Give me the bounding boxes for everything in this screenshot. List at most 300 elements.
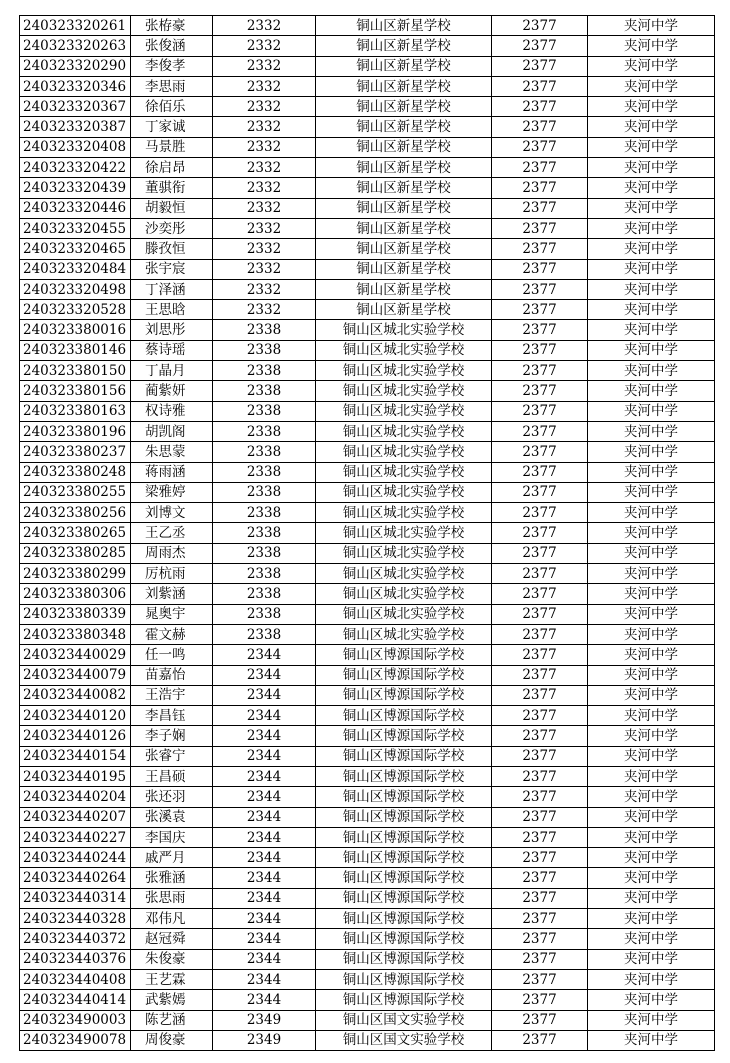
target-code-cell: 2377 [492, 421, 588, 441]
student-name-cell: 胡毅恒 [131, 198, 213, 218]
school-name-cell: 铜山区城北实验学校 [316, 523, 492, 543]
exam-id-cell: 240323440244 [20, 848, 131, 868]
table-row [20, 827, 715, 847]
target-school-cell: 夹河中学 [588, 158, 715, 178]
school-code-cell: 2338 [213, 421, 316, 441]
school-code-cell: 2344 [213, 706, 316, 726]
school-code-cell: 2344 [213, 929, 316, 949]
school-code-cell: 2332 [213, 36, 316, 56]
target-code-cell: 2377 [492, 503, 588, 523]
target-code-cell: 2377 [492, 807, 588, 827]
target-code-cell: 2377 [492, 76, 588, 96]
school-name-cell: 铜山区新星学校 [316, 239, 492, 259]
exam-id-cell: 240323380248 [20, 462, 131, 482]
target-school-cell: 夹河中学 [588, 969, 715, 989]
exam-id-cell: 240323320498 [20, 279, 131, 299]
target-school-cell: 夹河中学 [588, 909, 715, 929]
school-name-cell: 铜山区新星学校 [316, 76, 492, 96]
student-name-cell: 李俊孝 [131, 56, 213, 76]
table-row [20, 218, 715, 238]
school-name-cell: 铜山区新星学校 [316, 198, 492, 218]
target-school-cell: 夹河中学 [588, 259, 715, 279]
target-school-cell: 夹河中学 [588, 888, 715, 908]
school-name-cell: 铜山区博源国际学校 [316, 909, 492, 929]
target-code-cell: 2377 [492, 340, 588, 360]
student-name-cell: 王浩宇 [131, 685, 213, 705]
exam-id-cell: 240323380348 [20, 624, 131, 644]
table-row [20, 888, 715, 908]
exam-id-cell: 240323440079 [20, 665, 131, 685]
school-code-cell: 2338 [213, 564, 316, 584]
school-name-cell: 铜山区城北实验学校 [316, 584, 492, 604]
student-name-cell: 蔺紫妍 [131, 381, 213, 401]
table-row [20, 259, 715, 279]
student-name-cell: 沙奕彤 [131, 218, 213, 238]
school-name-cell: 铜山区城北实验学校 [316, 320, 492, 340]
table-row [20, 665, 715, 685]
table-row [20, 482, 715, 502]
school-name-cell: 铜山区博源国际学校 [316, 665, 492, 685]
exam-id-cell: 240323320346 [20, 76, 131, 96]
target-code-cell: 2377 [492, 97, 588, 117]
target-school-cell: 夹河中学 [588, 990, 715, 1010]
school-name-cell: 铜山区城北实验学校 [316, 482, 492, 502]
table-row [20, 1030, 715, 1050]
target-school-cell: 夹河中学 [588, 482, 715, 502]
student-name-cell: 王乙丞 [131, 523, 213, 543]
target-school-cell: 夹河中学 [588, 787, 715, 807]
student-name-cell: 陈艺涵 [131, 1010, 213, 1030]
exam-id-cell: 240323380016 [20, 320, 131, 340]
target-code-cell: 2377 [492, 279, 588, 299]
student-name-cell: 张溪袁 [131, 807, 213, 827]
school-code-cell: 2349 [213, 1030, 316, 1050]
table-row [20, 97, 715, 117]
exam-id-cell: 240323440227 [20, 827, 131, 847]
table-row [20, 564, 715, 584]
student-name-cell: 丁晶月 [131, 361, 213, 381]
exam-id-cell: 240323440195 [20, 766, 131, 786]
target-code-cell: 2377 [492, 523, 588, 543]
exam-id-cell: 240323380150 [20, 361, 131, 381]
school-code-cell: 2332 [213, 239, 316, 259]
target-school-cell: 夹河中学 [588, 218, 715, 238]
school-code-cell: 2344 [213, 990, 316, 1010]
student-name-cell: 权诗雅 [131, 401, 213, 421]
student-name-cell: 张俊涵 [131, 36, 213, 56]
student-name-cell: 苗嘉怡 [131, 665, 213, 685]
exam-id-cell: 240323440082 [20, 685, 131, 705]
exam-id-cell: 240323440408 [20, 969, 131, 989]
exam-id-cell: 240323320290 [20, 56, 131, 76]
student-name-cell: 王思晗 [131, 300, 213, 320]
target-code-cell: 2377 [492, 178, 588, 198]
target-code-cell: 2377 [492, 1010, 588, 1030]
target-code-cell: 2377 [492, 300, 588, 320]
school-name-cell: 铜山区城北实验学校 [316, 543, 492, 563]
table-row [20, 340, 715, 360]
target-code-cell: 2377 [492, 16, 588, 36]
school-name-cell: 铜山区新星学校 [316, 16, 492, 36]
table-row [20, 624, 715, 644]
target-code-cell: 2377 [492, 462, 588, 482]
school-code-cell: 2338 [213, 462, 316, 482]
school-name-cell: 铜山区城北实验学校 [316, 381, 492, 401]
exam-id-cell: 240323490003 [20, 1010, 131, 1030]
exam-id-cell: 240323380285 [20, 543, 131, 563]
school-name-cell: 铜山区新星学校 [316, 36, 492, 56]
table-row [20, 990, 715, 1010]
target-code-cell: 2377 [492, 137, 588, 157]
school-code-cell: 2332 [213, 158, 316, 178]
target-code-cell: 2377 [492, 624, 588, 644]
exam-id-cell: 240323320408 [20, 137, 131, 157]
student-name-cell: 张思雨 [131, 888, 213, 908]
target-school-cell: 夹河中学 [588, 706, 715, 726]
target-school-cell: 夹河中学 [588, 645, 715, 665]
exam-id-cell: 240323490078 [20, 1030, 131, 1050]
target-school-cell: 夹河中学 [588, 1010, 715, 1030]
target-school-cell: 夹河中学 [588, 401, 715, 421]
table-row [20, 929, 715, 949]
school-code-cell: 2338 [213, 442, 316, 462]
target-code-cell: 2377 [492, 36, 588, 56]
target-school-cell: 夹河中学 [588, 584, 715, 604]
school-name-cell: 铜山区博源国际学校 [316, 645, 492, 665]
target-code-cell: 2377 [492, 969, 588, 989]
exam-id-cell: 240323320465 [20, 239, 131, 259]
target-school-cell: 夹河中学 [588, 198, 715, 218]
school-code-cell: 2338 [213, 361, 316, 381]
school-code-cell: 2344 [213, 645, 316, 665]
student-name-cell: 王昌硕 [131, 766, 213, 786]
table-body [20, 16, 715, 1051]
table-row [20, 401, 715, 421]
table-row [20, 381, 715, 401]
target-code-cell: 2377 [492, 198, 588, 218]
student-name-cell: 马景胜 [131, 137, 213, 157]
school-name-cell: 铜山区博源国际学校 [316, 929, 492, 949]
target-code-cell: 2377 [492, 827, 588, 847]
exam-id-cell: 240323320484 [20, 259, 131, 279]
target-code-cell: 2377 [492, 442, 588, 462]
student-name-cell: 张栫豪 [131, 16, 213, 36]
school-code-cell: 2332 [213, 198, 316, 218]
student-name-cell: 张睿宁 [131, 746, 213, 766]
school-code-cell: 2332 [213, 97, 316, 117]
target-school-cell: 夹河中学 [588, 16, 715, 36]
school-name-cell: 铜山区城北实验学校 [316, 340, 492, 360]
exam-id-cell: 240323440314 [20, 888, 131, 908]
school-name-cell: 铜山区新星学校 [316, 137, 492, 157]
student-name-cell: 朱思蒙 [131, 442, 213, 462]
school-name-cell: 铜山区城北实验学校 [316, 462, 492, 482]
target-school-cell: 夹河中学 [588, 929, 715, 949]
table-row [20, 807, 715, 827]
table-row [20, 442, 715, 462]
exam-id-cell: 240323440372 [20, 929, 131, 949]
school-code-cell: 2344 [213, 665, 316, 685]
school-name-cell: 铜山区新星学校 [316, 158, 492, 178]
target-school-cell: 夹河中学 [588, 56, 715, 76]
school-code-cell: 2344 [213, 787, 316, 807]
target-code-cell: 2377 [492, 848, 588, 868]
student-name-cell: 周雨杰 [131, 543, 213, 563]
exam-id-cell: 240323440264 [20, 868, 131, 888]
target-code-cell: 2377 [492, 888, 588, 908]
exam-id-cell: 240323440029 [20, 645, 131, 665]
target-code-cell: 2377 [492, 868, 588, 888]
target-school-cell: 夹河中学 [588, 279, 715, 299]
student-name-cell: 朱俊豪 [131, 949, 213, 969]
school-name-cell: 铜山区城北实验学校 [316, 361, 492, 381]
target-code-cell: 2377 [492, 706, 588, 726]
table-row [20, 198, 715, 218]
school-code-cell: 2338 [213, 503, 316, 523]
student-name-cell: 厉杭雨 [131, 564, 213, 584]
table-row [20, 239, 715, 259]
target-school-cell: 夹河中学 [588, 523, 715, 543]
exam-id-cell: 240323440328 [20, 909, 131, 929]
school-code-cell: 2349 [213, 1010, 316, 1030]
table-row [20, 16, 715, 36]
target-code-cell: 2377 [492, 990, 588, 1010]
table-row [20, 543, 715, 563]
school-name-cell: 铜山区博源国际学校 [316, 949, 492, 969]
school-code-cell: 2338 [213, 624, 316, 644]
target-code-cell: 2377 [492, 787, 588, 807]
school-name-cell: 铜山区博源国际学校 [316, 746, 492, 766]
table-row [20, 300, 715, 320]
school-name-cell: 铜山区城北实验学校 [316, 564, 492, 584]
school-code-cell: 2338 [213, 604, 316, 624]
target-code-cell: 2377 [492, 929, 588, 949]
exam-id-cell: 240323380299 [20, 564, 131, 584]
student-name-cell: 刘思彤 [131, 320, 213, 340]
table-row [20, 868, 715, 888]
school-code-cell: 2344 [213, 848, 316, 868]
school-code-cell: 2344 [213, 726, 316, 746]
student-name-cell: 周俊豪 [131, 1030, 213, 1050]
table-row [20, 685, 715, 705]
table-row [20, 604, 715, 624]
target-code-cell: 2377 [492, 909, 588, 929]
table-row [20, 1010, 715, 1030]
school-name-cell: 铜山区博源国际学校 [316, 706, 492, 726]
school-name-cell: 铜山区新星学校 [316, 178, 492, 198]
exam-id-cell: 240323380265 [20, 523, 131, 543]
exam-id-cell: 240323320263 [20, 36, 131, 56]
table-row [20, 462, 715, 482]
student-name-cell: 张宇宸 [131, 259, 213, 279]
school-name-cell: 铜山区新星学校 [316, 97, 492, 117]
student-name-cell: 刘博文 [131, 503, 213, 523]
table-row [20, 158, 715, 178]
target-school-cell: 夹河中学 [588, 503, 715, 523]
exam-id-cell: 240323380339 [20, 604, 131, 624]
school-code-cell: 2344 [213, 746, 316, 766]
target-school-cell: 夹河中学 [588, 239, 715, 259]
target-school-cell: 夹河中学 [588, 361, 715, 381]
school-name-cell: 铜山区博源国际学校 [316, 807, 492, 827]
student-name-cell: 徐启昂 [131, 158, 213, 178]
school-code-cell: 2338 [213, 482, 316, 502]
school-code-cell: 2332 [213, 279, 316, 299]
target-code-cell: 2377 [492, 1030, 588, 1050]
exam-id-cell: 240323320422 [20, 158, 131, 178]
student-name-cell: 李昌钰 [131, 706, 213, 726]
target-code-cell: 2377 [492, 117, 588, 137]
target-school-cell: 夹河中学 [588, 665, 715, 685]
exam-id-cell: 240323440126 [20, 726, 131, 746]
school-name-cell: 铜山区博源国际学校 [316, 868, 492, 888]
target-school-cell: 夹河中学 [588, 137, 715, 157]
target-code-cell: 2377 [492, 218, 588, 238]
target-school-cell: 夹河中学 [588, 178, 715, 198]
exam-id-cell: 240323320455 [20, 218, 131, 238]
target-school-cell: 夹河中学 [588, 685, 715, 705]
school-code-cell: 2344 [213, 766, 316, 786]
school-code-cell: 2332 [213, 137, 316, 157]
student-admission-table [19, 15, 715, 1051]
student-name-cell: 王艺霖 [131, 969, 213, 989]
table-row [20, 848, 715, 868]
school-code-cell: 2344 [213, 909, 316, 929]
table-row [20, 726, 715, 746]
school-name-cell: 铜山区博源国际学校 [316, 787, 492, 807]
table-row [20, 523, 715, 543]
target-school-cell: 夹河中学 [588, 624, 715, 644]
school-code-cell: 2332 [213, 76, 316, 96]
school-code-cell: 2338 [213, 381, 316, 401]
target-school-cell: 夹河中学 [588, 726, 715, 746]
student-name-cell: 丁泽涵 [131, 279, 213, 299]
school-code-cell: 2332 [213, 300, 316, 320]
student-name-cell: 徐佰乐 [131, 97, 213, 117]
target-code-cell: 2377 [492, 685, 588, 705]
student-name-cell: 邓伟凡 [131, 909, 213, 929]
school-code-cell: 2344 [213, 969, 316, 989]
school-name-cell: 铜山区新星学校 [316, 259, 492, 279]
target-school-cell: 夹河中学 [588, 462, 715, 482]
table-row [20, 503, 715, 523]
table-row [20, 178, 715, 198]
exam-id-cell: 240323380146 [20, 340, 131, 360]
school-name-cell: 铜山区城北实验学校 [316, 421, 492, 441]
school-code-cell: 2338 [213, 523, 316, 543]
target-school-cell: 夹河中学 [588, 442, 715, 462]
target-school-cell: 夹河中学 [588, 340, 715, 360]
student-name-cell: 晁奥宇 [131, 604, 213, 624]
table-row [20, 584, 715, 604]
target-school-cell: 夹河中学 [588, 117, 715, 137]
school-code-cell: 2344 [213, 868, 316, 888]
table-row [20, 787, 715, 807]
student-name-cell: 霍文赫 [131, 624, 213, 644]
student-name-cell: 张还羽 [131, 787, 213, 807]
exam-id-cell: 240323440154 [20, 746, 131, 766]
exam-id-cell: 240323380237 [20, 442, 131, 462]
school-code-cell: 2344 [213, 685, 316, 705]
school-code-cell: 2338 [213, 543, 316, 563]
school-name-cell: 铜山区博源国际学校 [316, 766, 492, 786]
school-code-cell: 2338 [213, 340, 316, 360]
exam-id-cell: 240323380156 [20, 381, 131, 401]
school-name-cell: 铜山区博源国际学校 [316, 685, 492, 705]
student-name-cell: 任一鸣 [131, 645, 213, 665]
school-name-cell: 铜山区博源国际学校 [316, 726, 492, 746]
target-school-cell: 夹河中学 [588, 36, 715, 56]
student-name-cell: 赵冠舜 [131, 929, 213, 949]
school-code-cell: 2338 [213, 320, 316, 340]
target-code-cell: 2377 [492, 259, 588, 279]
table-row [20, 320, 715, 340]
exam-id-cell: 240323320528 [20, 300, 131, 320]
student-name-cell: 张雅涵 [131, 868, 213, 888]
school-code-cell: 2332 [213, 117, 316, 137]
school-code-cell: 2344 [213, 807, 316, 827]
target-code-cell: 2377 [492, 604, 588, 624]
target-code-cell: 2377 [492, 766, 588, 786]
school-code-cell: 2332 [213, 178, 316, 198]
school-name-cell: 铜山区博源国际学校 [316, 990, 492, 1010]
target-code-cell: 2377 [492, 543, 588, 563]
table-row [20, 706, 715, 726]
exam-id-cell: 240323380306 [20, 584, 131, 604]
student-name-cell: 梁雅婷 [131, 482, 213, 502]
target-code-cell: 2377 [492, 949, 588, 969]
target-code-cell: 2377 [492, 726, 588, 746]
school-code-cell: 2344 [213, 888, 316, 908]
student-name-cell: 丁家诚 [131, 117, 213, 137]
school-name-cell: 铜山区国文实验学校 [316, 1010, 492, 1030]
exam-id-cell: 240323320261 [20, 16, 131, 36]
school-name-cell: 铜山区国文实验学校 [316, 1030, 492, 1050]
target-school-cell: 夹河中学 [588, 604, 715, 624]
student-name-cell: 蒋雨涵 [131, 462, 213, 482]
target-code-cell: 2377 [492, 665, 588, 685]
target-code-cell: 2377 [492, 361, 588, 381]
school-name-cell: 铜山区博源国际学校 [316, 827, 492, 847]
table-row [20, 279, 715, 299]
table-row [20, 969, 715, 989]
target-school-cell: 夹河中学 [588, 827, 715, 847]
target-school-cell: 夹河中学 [588, 300, 715, 320]
school-code-cell: 2338 [213, 401, 316, 421]
exam-id-cell: 240323320439 [20, 178, 131, 198]
target-code-cell: 2377 [492, 645, 588, 665]
school-name-cell: 铜山区博源国际学校 [316, 888, 492, 908]
school-code-cell: 2344 [213, 827, 316, 847]
exam-id-cell: 240323320387 [20, 117, 131, 137]
target-school-cell: 夹河中学 [588, 746, 715, 766]
school-name-cell: 铜山区新星学校 [316, 117, 492, 137]
table-row [20, 361, 715, 381]
target-school-cell: 夹河中学 [588, 421, 715, 441]
student-name-cell: 董骐衔 [131, 178, 213, 198]
school-name-cell: 铜山区新星学校 [316, 279, 492, 299]
table-row [20, 746, 715, 766]
school-code-cell: 2332 [213, 259, 316, 279]
exam-id-cell: 240323440120 [20, 706, 131, 726]
target-school-cell: 夹河中学 [588, 949, 715, 969]
school-code-cell: 2344 [213, 949, 316, 969]
exam-id-cell: 240323380255 [20, 482, 131, 502]
target-code-cell: 2377 [492, 564, 588, 584]
target-school-cell: 夹河中学 [588, 76, 715, 96]
target-code-cell: 2377 [492, 56, 588, 76]
target-school-cell: 夹河中学 [588, 766, 715, 786]
